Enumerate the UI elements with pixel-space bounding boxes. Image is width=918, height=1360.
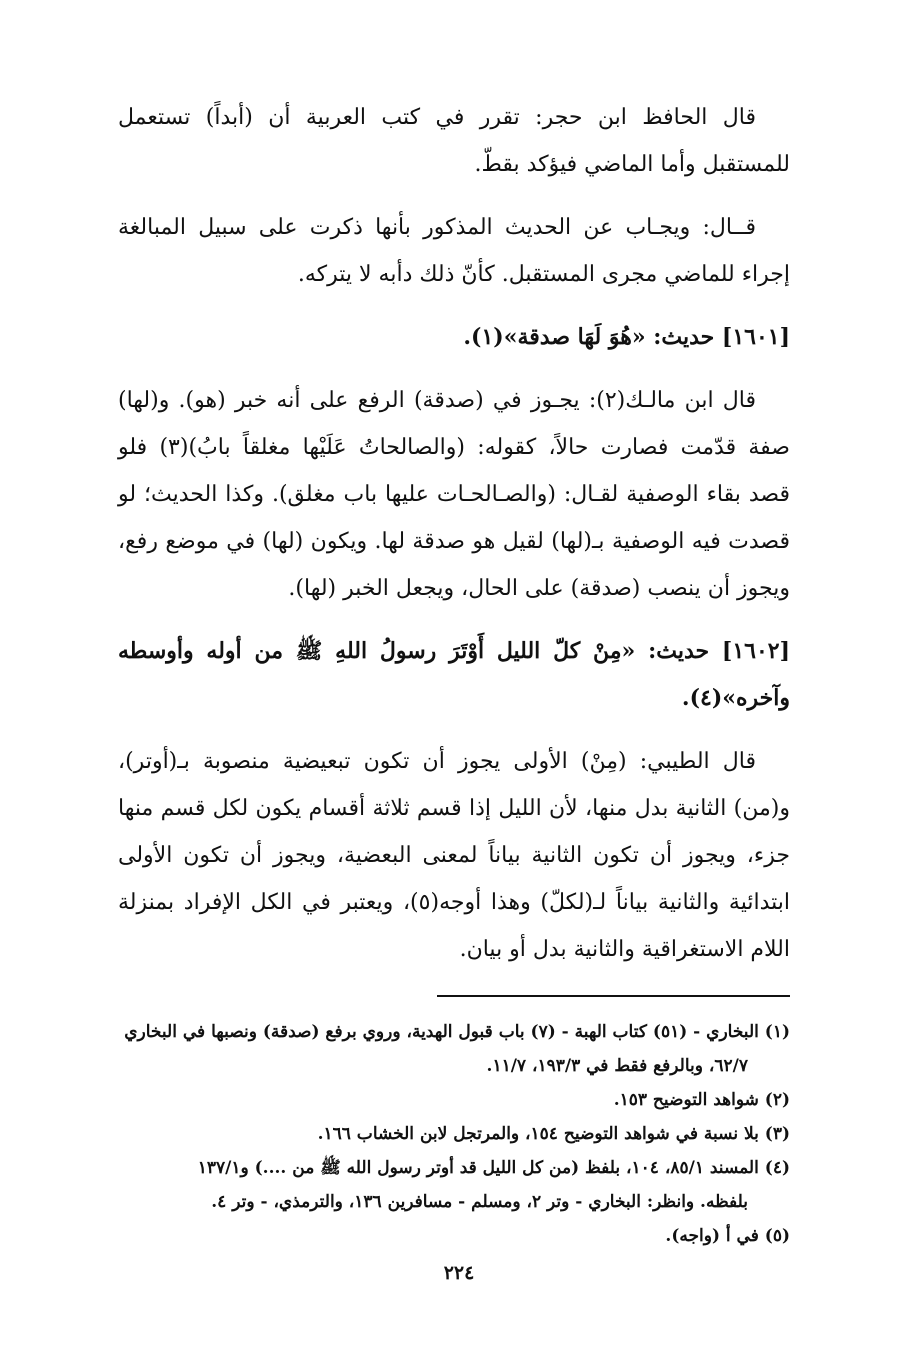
footnote-separator bbox=[437, 995, 790, 997]
paragraph-answer: قــال: ويجـاب عن الحديث المذكور بأنها ذكرت على سبيل المبالغة إجراء للماضي مجرى المستقبل. كأنّ ذلك دأبه لا يتركه. bbox=[118, 215, 790, 287]
footnote-1 bbox=[118, 1015, 790, 1083]
footnote-4 bbox=[118, 1151, 790, 1219]
footnote-3 bbox=[118, 1117, 790, 1151]
footnote-4-line1: (٤) المسند ٨٥/١، ١٠٤، بلفظ (من كل الليل قد أوتر رسول الله ﷺ من ....) و١٣٧/١ bbox=[197, 1158, 790, 1178]
hadith-heading-1602: [١٦٠٢] حديث: «مِنْ كلّ الليل أَوْتَرَ رسولُ اللهِ ﷺ من أوله وأوسطه وآخره»(٤). bbox=[118, 638, 790, 711]
paragraph-ibn-hajar: قال الحافظ ابن حجر: تقرر في كتب العربية أن (أبداً) تستعمل للمستقبل وأما الماضي فيؤكد بقطّ. bbox=[118, 105, 790, 177]
main-text bbox=[118, 94, 790, 973]
paragraph-tibi: قال الطيبي: (مِنْ) الأولى يجوز أن تكون تبعيضية منصوبة بـ(أوتر)، و(من) الثانية بدل منها، لأن الليل إذا قسم ثلاثة أقسام يكون لكل قسم منها جزء، ويجوز أن تكون الثانية بياناً لمعنى البعضية، ويجوز أن تكون الأولى ابتدائية والثانية بياناً لـ(لكلّ) وهذا أوجه(٥)، ويعتبر في الكل الإفراد بمنزلة اللام الاستغراقية والثانية بدل أو بيان. bbox=[118, 749, 790, 962]
footnote-5 bbox=[118, 1219, 790, 1253]
footnote-2-line1: (٢) شواهد التوضيح ١٥٣. bbox=[613, 1090, 790, 1110]
footnote-5-line1: (٥) في أ (واجه). bbox=[665, 1226, 790, 1246]
footnote-3-line1: (٣) بلا نسبة في شواهد التوضيح ١٥٤، والمرتجل لابن الخشاب ١٦٦. bbox=[317, 1124, 790, 1144]
page-number: ٢٢٤ bbox=[443, 1262, 475, 1284]
footnote-1-line1: (١) البخاري - (٥١) كتاب الهبة - (٧) باب قبول الهدية، وروي برفع (صدقة) ونصبها في البخاري bbox=[124, 1022, 790, 1042]
footnote-2 bbox=[118, 1083, 790, 1117]
footnotes bbox=[118, 1015, 790, 1253]
footnote-1-line2: ٦٢/٧، وبالرفع فقط في ١٩٣/٣، ١١/٧. bbox=[486, 1056, 748, 1076]
paragraph-ibn-malik: قال ابن مالـك(٢): يجـوز في (صدقة) الرفع على أنه خبر (هو). و(لها) صفة قدّمت فصارت حالاً، كقوله: (والصالحاتُ عَلَيْها مغلقاً بابُ)(٣) فلو قصد بقاء الوصفية لقـال: (والصـالحـات عليها باب مغلق). وكذا الحديث؛ لو قصدت فيه الوصفية بـ(لها) لقيل هو صدقة لها. ويكون (لها) في موضع رفع، ويجوز أن ينصب (صدقة) على الحال، ويجعل الخبر (لها). bbox=[118, 388, 790, 601]
footnote-4-line2: بلفظه. وانظر: البخاري - وتر ٢، ومسلم - مسافرين ١٣٦، والترمذي، - وتر ٤. bbox=[211, 1192, 748, 1212]
hadith-heading-1601: [١٦٠١] حديث: «هُوَ لَهَا صدقة»(١). bbox=[463, 324, 790, 350]
